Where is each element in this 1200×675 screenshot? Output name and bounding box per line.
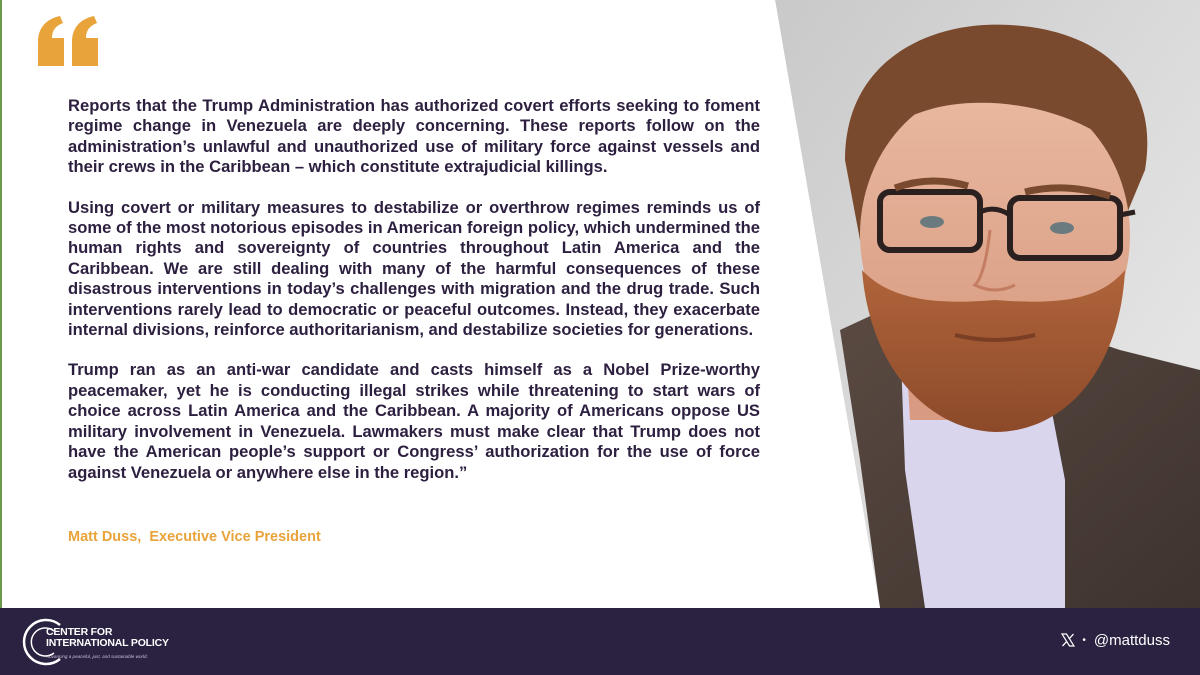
cip-logo	[16, 615, 196, 669]
social-handle-text: @mattduss	[1093, 631, 1170, 649]
quote-paragraph: Reports that the Trump Administration has authorized covert efforts seeking to foment regime change in Venezuela are deeply concerning. These reports follow on the administration’s unlawful and unauthorized use of military force against vessels and their crews in the Caribbean – which constitute extrajudicial killings.	[68, 96, 760, 177]
footer	[0, 608, 1200, 675]
separator-dot: •	[1082, 634, 1086, 646]
logo-name-line1: CENTER FOR	[46, 626, 113, 638]
attribution: Matt Duss, Executive Vice President	[68, 529, 321, 545]
logo-tagline: Advancing a peaceful, just, and sustainable world.	[46, 654, 148, 659]
social-handle[interactable]	[1061, 630, 1170, 650]
quote-text	[68, 96, 760, 503]
quote-paragraph: Trump ran as an anti-war candidate and casts himself as a Nobel Prize-worthy peacemaker, yet he is conducting illegal strikes while threatening to start wars of choice across Latin America and the Caribbean. A majority of Americans oppose US military involvement in Venezuela. Lawmakers must make clear that Trump does not have the American people’s support or Congress’ authorization for the use of force against Venezuela or anywhere else in the region.”	[68, 360, 760, 482]
quote-paragraph: Using covert or military measures to destabilize or overthrow regimes reminds us of some of the most notorious episodes in American foreign policy, which undermined the human rights and sovereignty of countries throughout Latin America and the Caribbean. We are still dealing with many of the harmful consequences of these disastrous interventions in today’s challenges with migration and the drug trade. Such interventions rarely lead to democratic or peaceful outcomes. Instead, they exacerbate internal divisions, reinforce authoritarianism, and destabilize societies for generations.	[68, 197, 760, 340]
logo-name	[46, 627, 169, 649]
quote-mark-icon	[36, 16, 100, 68]
logo-name-line2: INTERNATIONAL POLICY	[46, 637, 169, 649]
x-logo-icon	[1061, 633, 1075, 647]
